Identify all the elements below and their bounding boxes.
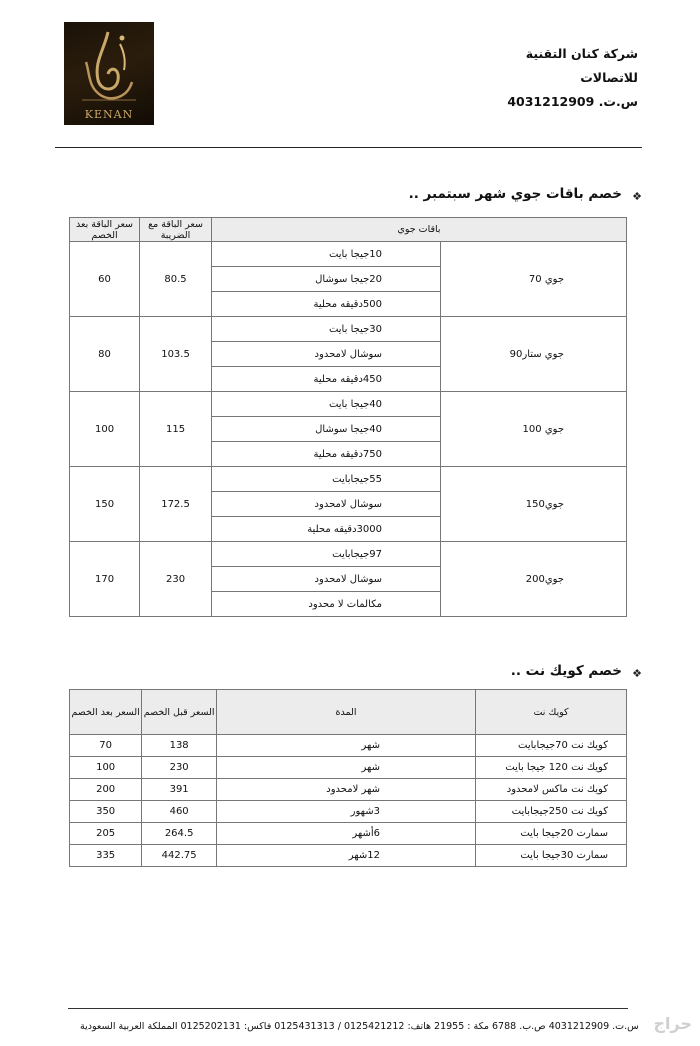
price-after: 70 xyxy=(70,735,142,757)
quicknet-table xyxy=(69,689,627,867)
price-with-tax: 80.5 xyxy=(140,242,212,317)
logo-text: KENAN xyxy=(84,108,134,121)
price-after: 335 xyxy=(70,845,142,867)
package-feature: سوشال لامحدود xyxy=(212,342,441,367)
price-with-tax: 230 xyxy=(140,542,212,617)
duration: 6أشهر xyxy=(217,823,476,845)
duration: 3شهور xyxy=(217,801,476,823)
header-quicknet: كويك نت xyxy=(476,690,627,735)
quicknet-name: كويك نت 120 جيجا بايت xyxy=(476,757,627,779)
price-before: 230 xyxy=(142,757,217,779)
commercial-register: س.ت. 4031212909 xyxy=(507,94,638,109)
price-after-discount: 80 xyxy=(70,317,140,392)
package-feature: 40جيجا بايت xyxy=(212,392,441,417)
quicknet-name: كويك نت 70جيجابايت xyxy=(476,735,627,757)
price-after-discount: 150 xyxy=(70,467,140,542)
package-feature: 450دقيقه محلية xyxy=(212,367,441,392)
package-feature: 55جيجابايت xyxy=(212,467,441,492)
package-feature: مكالمات لا محدود xyxy=(212,592,441,617)
company-name: شركة كنان التقنية xyxy=(525,46,638,61)
package-name: جوي ستار90 xyxy=(441,317,627,392)
jawwy-packages-table xyxy=(69,217,627,617)
section-title-jawwy: خصم باقات جوي شهر سبتمبر .. xyxy=(408,186,622,202)
header-duration: المدة xyxy=(217,690,476,735)
price-after: 100 xyxy=(70,757,142,779)
package-feature: 97جيجابايت xyxy=(212,542,441,567)
package-feature: 40جيجا سوشال xyxy=(212,417,441,442)
footer-divider xyxy=(68,1008,628,1009)
duration: شهر xyxy=(217,757,476,779)
bullet-diamond-icon: ❖ xyxy=(632,190,642,203)
package-row xyxy=(70,392,627,417)
package-feature: سوشال لامحدود xyxy=(212,567,441,592)
bullet-diamond-icon: ❖ xyxy=(632,667,642,680)
header-divider xyxy=(55,147,642,148)
footer-contact: س.ت. 4031212909 ص.ب. 6788 مكة : 21955 هاتف: 0125421212 / 0125431313 فاكس: 0125202131 المملكة العربية السعودية xyxy=(80,1021,639,1032)
company-logo xyxy=(64,22,154,125)
duration: 12شهر xyxy=(217,845,476,867)
haraj-watermark: حراج xyxy=(653,1014,692,1033)
table-row xyxy=(70,823,627,845)
price-after: 205 xyxy=(70,823,142,845)
table-row xyxy=(70,845,627,867)
price-before: 460 xyxy=(142,801,217,823)
quicknet-name: سمارت 20جيجا بايت xyxy=(476,823,627,845)
quicknet-name: سمارت 30جيجا بايت xyxy=(476,845,627,867)
table-row xyxy=(70,757,627,779)
package-row xyxy=(70,242,627,267)
package-row xyxy=(70,542,627,567)
quicknet-name: كويك نت ماكس لامحدود xyxy=(476,779,627,801)
duration: شهر xyxy=(217,735,476,757)
duration: شهر لامحدود xyxy=(217,779,476,801)
package-feature: سوشال لامحدود xyxy=(212,492,441,517)
package-feature: 500دقيقه محلية xyxy=(212,292,441,317)
price-after-discount: 100 xyxy=(70,392,140,467)
price-after-discount: 60 xyxy=(70,242,140,317)
quicknet-name: كويك نت 250جيجابايت xyxy=(476,801,627,823)
company-subtitle: للاتصالات xyxy=(580,70,638,85)
price-after-discount: 170 xyxy=(70,542,140,617)
price-with-tax: 103.5 xyxy=(140,317,212,392)
price-before: 264.5 xyxy=(142,823,217,845)
package-name: جوي150 xyxy=(441,467,627,542)
section-title-quicknet: خصم كويك نت .. xyxy=(510,663,622,679)
company-info xyxy=(507,42,638,114)
package-row xyxy=(70,317,627,342)
header-price-after: السعر بعد الخصم xyxy=(70,690,142,735)
package-feature: 750دقيقه محلية xyxy=(212,442,441,467)
header-price-tax: سعر الباقة مع الضريبة xyxy=(140,218,212,242)
table-row xyxy=(70,801,627,823)
package-name: جوي 100 xyxy=(441,392,627,467)
package-name: جوي 70 xyxy=(441,242,627,317)
package-feature: 30جيجا بايت xyxy=(212,317,441,342)
package-feature: 10جيجا بايت xyxy=(212,242,441,267)
package-feature: 3000دقيقه محلية xyxy=(212,517,441,542)
header-price-before: السعر قبل الخصم xyxy=(142,690,217,735)
package-feature: 20جيجا سوشال xyxy=(212,267,441,292)
price-with-tax: 115 xyxy=(140,392,212,467)
price-before: 391 xyxy=(142,779,217,801)
price-before: 442.75 xyxy=(142,845,217,867)
price-after: 200 xyxy=(70,779,142,801)
package-row xyxy=(70,467,627,492)
price-after: 350 xyxy=(70,801,142,823)
header-packages: باقات جوي xyxy=(212,218,627,242)
header-price-discount: سعر الباقة بعد الخصم xyxy=(70,218,140,242)
package-name: جوي200 xyxy=(441,542,627,617)
table-row xyxy=(70,779,627,801)
price-before: 138 xyxy=(142,735,217,757)
price-with-tax: 172.5 xyxy=(140,467,212,542)
table-row xyxy=(70,735,627,757)
